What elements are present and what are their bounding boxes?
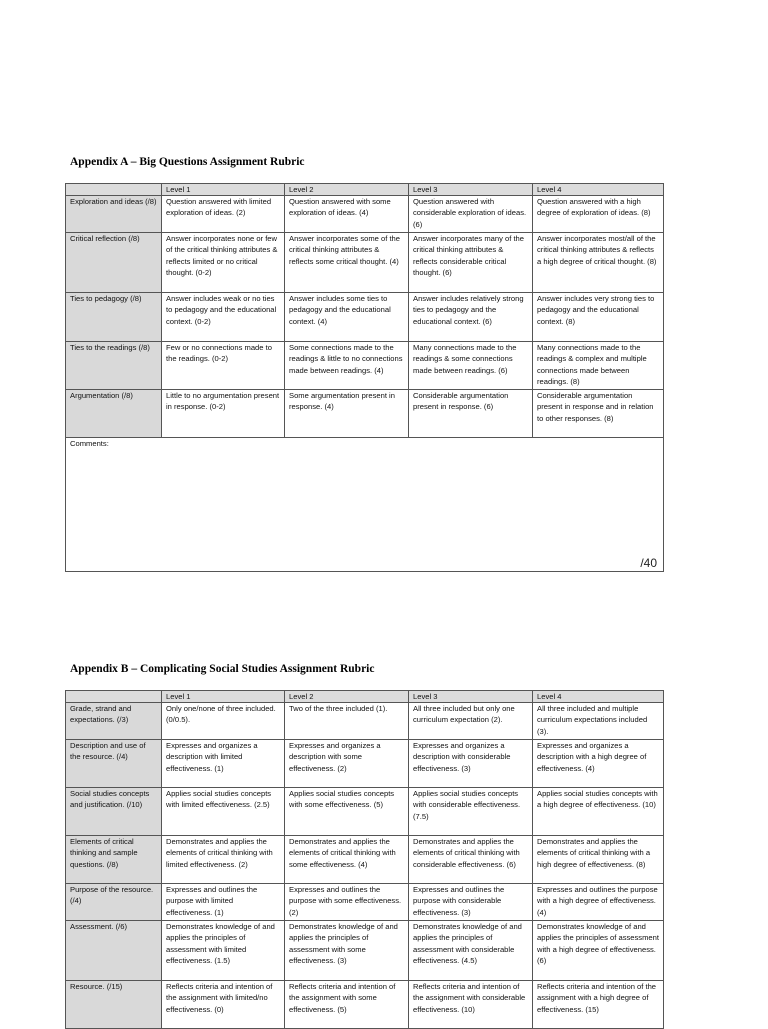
- level-cell: Answer incorporates many of the critical thinking attributes & reflects considerable critical thought. (6): [409, 233, 533, 293]
- level-cell: Expresses and outlines the purpose with some effectiveness. (2): [285, 884, 409, 921]
- level-cell: Answer includes relatively strong ties to pedagogy and the educational context. (6): [409, 293, 533, 342]
- level-3-header: Level 3: [409, 691, 533, 703]
- level-cell: Expresses and organizes a description with a high degree of effectiveness. (4): [533, 740, 664, 788]
- level-cell: Little to no argumentation present in response. (0-2): [162, 390, 285, 438]
- level-cell: Question answered with limited exploration of ideas. (2): [162, 196, 285, 233]
- criterion-cell: Description and use of the resource. (/4): [66, 740, 162, 788]
- level-cell: Demonstrates and applies the elements of critical thinking with some effectiveness. (4): [285, 836, 409, 884]
- criterion-cell: Exploration and ideas (/8): [66, 196, 162, 233]
- criterion-cell: Ties to the readings (/8): [66, 342, 162, 390]
- level-cell: Applies social studies concepts with limited effectiveness. (2.5): [162, 788, 285, 836]
- level-cell: Demonstrates knowledge of and applies the principles of assessment with considerable effectiveness. (4.5): [409, 921, 533, 981]
- criterion-cell: Elements of critical thinking and sample questions. (/8): [66, 836, 162, 884]
- level-cell: Expresses and organizes a description with some effectiveness. (2): [285, 740, 409, 788]
- table-row: [66, 233, 664, 293]
- level-cell: Answer incorporates none or few of the critical thinking attributes & reflects limited or no critical thought. (0-2): [162, 233, 285, 293]
- table-row: [66, 342, 664, 390]
- level-3-header: Level 3: [409, 184, 533, 196]
- total-score: /40: [640, 555, 657, 570]
- level-cell: Reflects criteria and intention of the assignment with a high degree of effectiveness. (15): [533, 981, 664, 1029]
- level-cell: Answer includes very strong ties to pedagogy and the educational context. (8): [533, 293, 664, 342]
- level-cell: Answer incorporates some of the critical thinking attributes & reflects some critical thought. (4): [285, 233, 409, 293]
- level-cell: Few or no connections made to the readings. (0-2): [162, 342, 285, 390]
- level-cell: Only one/none of three included. (0/0.5).: [162, 703, 285, 740]
- table-row: [66, 788, 664, 836]
- level-cell: Reflects criteria and intention of the assignment with considerable effectiveness. (10): [409, 981, 533, 1029]
- level-cell: Some connections made to the readings & little to no connections made between readings. (4): [285, 342, 409, 390]
- appendix-b-rubric-table: [65, 690, 664, 1029]
- level-cell: All three included and multiple curriculum expectations included (3).: [533, 703, 664, 740]
- comments-row: [66, 438, 664, 572]
- level-cell: Demonstrates and applies the elements of critical thinking with considerable effectiveness. (6): [409, 836, 533, 884]
- level-cell: Applies social studies concepts with considerable effectiveness. (7.5): [409, 788, 533, 836]
- level-cell: Question answered with considerable exploration of ideas. (6): [409, 196, 533, 233]
- corner-cell: [66, 184, 162, 196]
- level-cell: Demonstrates knowledge of and applies the principles of assessment with a high degree of effectiveness. (6): [533, 921, 664, 981]
- level-cell: Considerable argumentation present in response. (6): [409, 390, 533, 438]
- criterion-cell: Purpose of the resource. (/4): [66, 884, 162, 921]
- level-cell: Applies social studies concepts with a high degree of effectiveness. (10): [533, 788, 664, 836]
- header-row: [66, 184, 664, 196]
- level-cell: Some argumentation present in response. (4): [285, 390, 409, 438]
- table-row: [66, 390, 664, 438]
- criterion-cell: Grade, strand and expectations. (/3): [66, 703, 162, 740]
- header-row: [66, 691, 664, 703]
- level-cell: Applies social studies concepts with some effectiveness. (5): [285, 788, 409, 836]
- level-cell: Many connections made to the readings & complex and multiple connections made between readings. (8): [533, 342, 664, 390]
- criterion-cell: Social studies concepts and justification. (/10): [66, 788, 162, 836]
- criterion-cell: Critical reflection (/8): [66, 233, 162, 293]
- appendix-b-title: Appendix B – Complicating Social Studies Assignment Rubric: [70, 663, 375, 675]
- level-4-header: Level 4: [533, 184, 664, 196]
- level-cell: Two of the three included (1).: [285, 703, 409, 740]
- level-1-header: Level 1: [162, 691, 285, 703]
- criterion-cell: Ties to pedagogy (/8): [66, 293, 162, 342]
- comments-label: Comments:: [70, 439, 109, 448]
- appendix-a-rubric-table: [65, 183, 664, 572]
- table-row: [66, 836, 664, 884]
- level-cell: Expresses and organizes a description with considerable effectiveness. (3): [409, 740, 533, 788]
- level-cell: All three included but only one curriculum expectation (2).: [409, 703, 533, 740]
- level-cell: Answer incorporates most/all of the critical thinking attributes & reflects a high degree of critical thought. (8): [533, 233, 664, 293]
- table-row: [66, 196, 664, 233]
- level-cell: Expresses and outlines the purpose with considerable effectiveness. (3): [409, 884, 533, 921]
- corner-cell: [66, 691, 162, 703]
- level-cell: Expresses and outlines the purpose with a high degree of effectiveness. (4): [533, 884, 664, 921]
- level-cell: Question answered with some exploration of ideas. (4): [285, 196, 409, 233]
- level-2-header: Level 2: [285, 691, 409, 703]
- level-cell: Demonstrates and applies the elements of critical thinking with limited effectiveness. (2): [162, 836, 285, 884]
- table-row: [66, 703, 664, 740]
- level-cell: Demonstrates and applies the elements of critical thinking with a high degree of effectiveness. (8): [533, 836, 664, 884]
- table-row: [66, 293, 664, 342]
- level-cell: Answer includes some ties to pedagogy and the educational context. (4): [285, 293, 409, 342]
- level-cell: Many connections made to the readings & some connections made between readings. (6): [409, 342, 533, 390]
- level-cell: Question answered with a high degree of exploration of ideas. (8): [533, 196, 664, 233]
- level-cell: Reflects criteria and intention of the assignment with some effectiveness. (5): [285, 981, 409, 1029]
- level-1-header: Level 1: [162, 184, 285, 196]
- level-cell: Expresses and outlines the purpose with limited effectiveness. (1): [162, 884, 285, 921]
- level-cell: Demonstrates knowledge of and applies the principles of assessment with limited effectiveness. (1.5): [162, 921, 285, 981]
- level-cell: Expresses and organizes a description with limited effectiveness. (1): [162, 740, 285, 788]
- table-row: [66, 921, 664, 981]
- level-2-header: Level 2: [285, 184, 409, 196]
- table-row: [66, 981, 664, 1029]
- criterion-cell: Assessment. (/6): [66, 921, 162, 981]
- comments-box: [66, 438, 664, 572]
- level-cell: Reflects criteria and intention of the assignment with limited/no effectiveness. (0): [162, 981, 285, 1029]
- level-cell: Answer includes weak or no ties to pedagogy and the educational context. (0-2): [162, 293, 285, 342]
- criterion-cell: Argumentation (/8): [66, 390, 162, 438]
- level-cell: Considerable argumentation present in response and in relation to other responses. (8): [533, 390, 664, 438]
- criterion-cell: Resource. (/15): [66, 981, 162, 1029]
- table-row: [66, 740, 664, 788]
- appendix-a-title: Appendix A – Big Questions Assignment Rubric: [70, 156, 305, 168]
- level-cell: Demonstrates knowledge of and applies the principles of assessment with some effectiveness. (3): [285, 921, 409, 981]
- table-row: [66, 884, 664, 921]
- level-4-header: Level 4: [533, 691, 664, 703]
